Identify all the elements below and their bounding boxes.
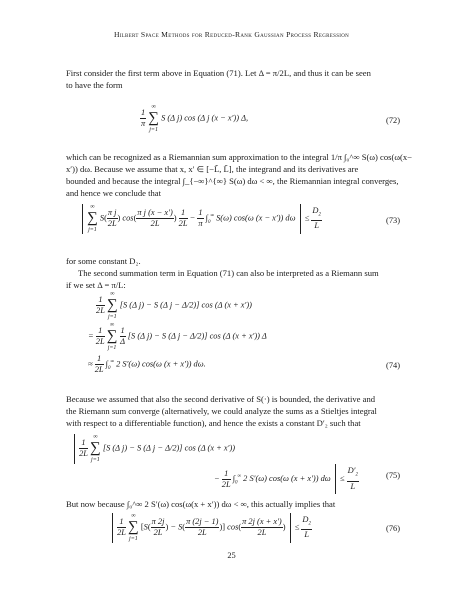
text-line: which can be recognized as a Riemannian sum approximation to the integral 1/π ∫₀^∞ S(ω) cos(ω(x− bbox=[66, 152, 413, 162]
text-line: First consider the first term above in Equation (71). Let Δ = π/2L, and thus it can be seen bbox=[66, 68, 371, 78]
equation-76-body: $\frac{1}{2L}$ ∞ ∑ j=1 [S( $\frac{\pi 2j}{2L}$ ) − S( $\frac{\pi (2j - 1)}{2L}$ )] cos( $\frac{\pi 2j (x + x')}{2L}$ ) ≤ $\frac{D_2}{L}$ bbox=[110, 512, 312, 543]
equation-number: (76) bbox=[386, 524, 400, 533]
equation-72 bbox=[66, 103, 400, 143]
equation-73 bbox=[66, 203, 400, 245]
equation-74-line-3: ≈ $\frac{1}{2L}$ $\int_0^\infty$ 2 S′(ω) cos(ω (x + x′)) dω. bbox=[88, 354, 206, 374]
text-line: with respect to a differentiable function), and hence the exists a constant D′₂ such that bbox=[66, 418, 361, 428]
text-line: to have the form bbox=[66, 80, 123, 90]
text-line: the Riemann sum converge (alternatively, we could analyze the sums as a Stieltjes integral bbox=[66, 406, 377, 416]
page-number: 25 bbox=[227, 551, 236, 560]
equation-number: (75) bbox=[386, 471, 400, 480]
text-line: and hence we conclude that bbox=[66, 188, 161, 198]
equation-74-line-2: = $\frac{1}{2L}$ ∞ ∑ j=1 $\frac{1}{\Delta}$ [S (Δ j) − S (Δ j − Δ/2)] cos (Δ (x + x′)) Δ bbox=[88, 322, 267, 351]
running-header: Hilbert Space Methods for Reduced-Rank Gaussian Process Regression bbox=[113, 30, 350, 39]
equation-number: (74) bbox=[386, 361, 400, 370]
equation-number: (73) bbox=[386, 216, 400, 225]
text-line: The second summation term in Equation (71) can also be interpreted as a Riemann sum bbox=[78, 268, 379, 278]
equation-74-line-1: $\frac{1}{2L}$ ∞ ∑ j=1 [S (Δ j) − S (Δ j − Δ/2)] cos (Δ (x + x′)) bbox=[96, 291, 252, 320]
equation-73-body: ∞ ∑ j=1 S( $\frac{\text{π j}}{2L}$ ) cos( $\frac{\text{π j (x − x′)}}{2L}$ ) $\frac{1}{2L}$ − $\frac{1}{\pi}$ $\int_0^\infty$ S(ω) cos(ω (x − x′)) dω ≤ $\frac{D_2}{L}$ bbox=[80, 203, 322, 234]
text-line: for some constant D₂. bbox=[66, 256, 141, 266]
paragraph-2 bbox=[66, 151, 413, 199]
text-line: But now because ∫₀^∞ 2 S′(ω) cos(ω(x + x′)) dω < ∞, this actually implies that bbox=[66, 499, 336, 509]
equation-74 bbox=[66, 290, 400, 386]
paragraph-5 bbox=[66, 498, 400, 510]
text-line: x′)) dω. Because we assume that x, x′ ∈ [−L̃, L̃], the integrand and its derivatives are bbox=[66, 164, 359, 174]
equation-76 bbox=[66, 512, 400, 548]
equation-72-body: $\frac{1}{\pi}$ ∞ ∑ j=1 S (Δ j) cos (Δ j (x − x′)) Δ, bbox=[140, 104, 249, 133]
paragraph-4 bbox=[66, 393, 400, 429]
text-line: if we set Δ = π/L: bbox=[66, 280, 126, 290]
paragraph-1 bbox=[66, 67, 400, 91]
paragraph-3 bbox=[66, 255, 400, 291]
equation-75-line-1: $\frac{1}{2L}$ ∞ ∑ j=1 [S (Δ j) − S (Δ j − Δ/2)] cos (Δ (x + x′)) bbox=[72, 433, 235, 464]
text-line: bounded and because the integral ∫_{−∞}^{∞} S(ω) dω < ∞, the Riemannian integral converges, bbox=[66, 176, 399, 186]
equation-75-line-2: − $\frac{1}{2L}$ $\int_0^\infty$ 2 S′(ω) cos(ω (x + x′)) dω ≤ $\frac{D'_2}{L}$ bbox=[214, 464, 359, 494]
equation-number: (72) bbox=[386, 116, 400, 125]
equation-75 bbox=[66, 433, 400, 491]
text-line: Because we assumed that also the second derivative of S(·) is bounded, the derivative and bbox=[66, 394, 376, 404]
